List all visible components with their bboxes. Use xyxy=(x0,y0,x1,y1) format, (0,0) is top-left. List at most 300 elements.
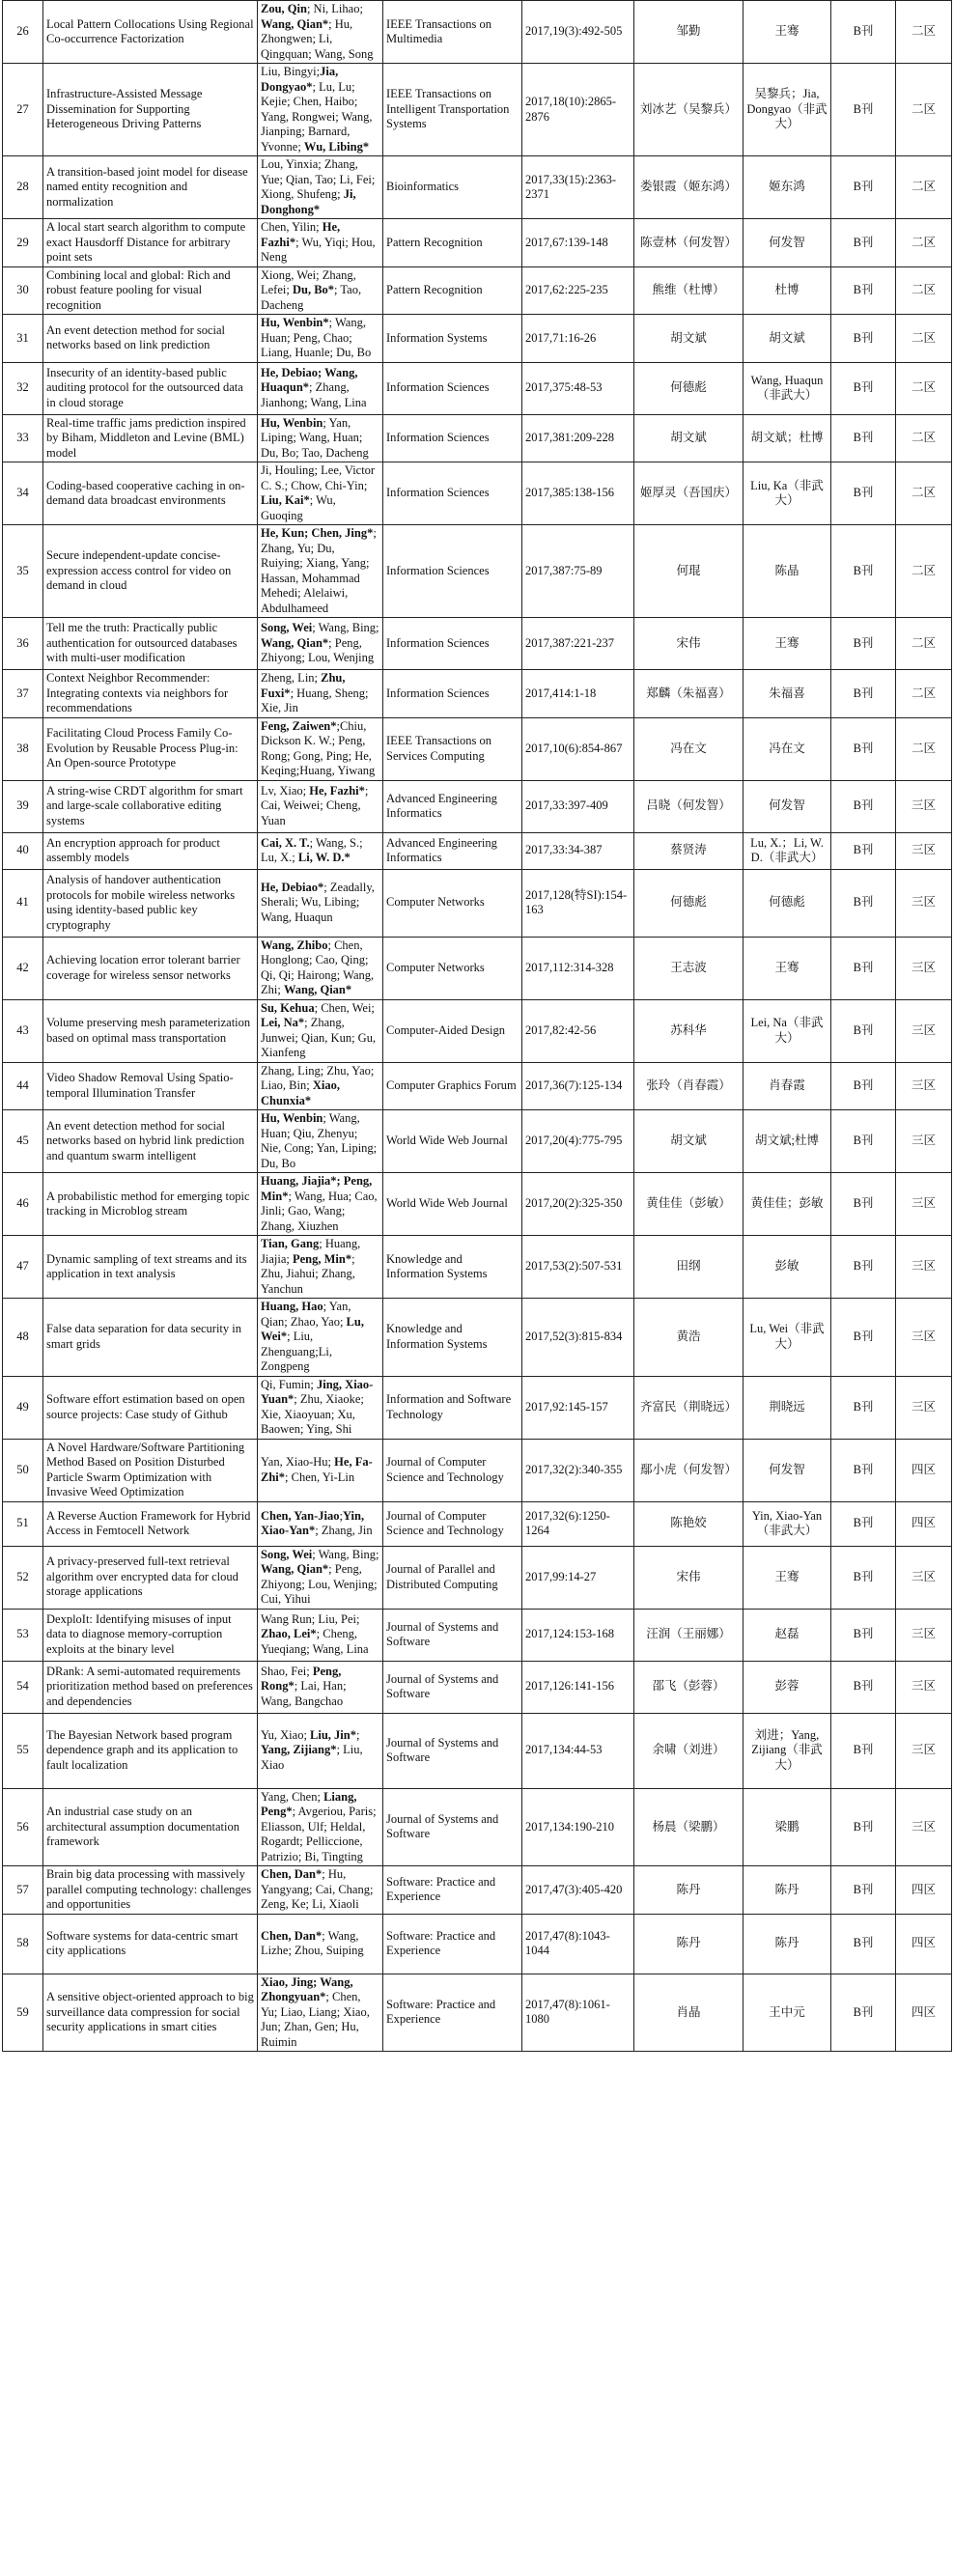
table-row xyxy=(3,780,952,832)
author-name-bold: Liu, Kai* xyxy=(261,493,310,507)
author-list xyxy=(258,999,383,1062)
paper-title: A probabilistic method for emerging topic tracking in Microblog stream xyxy=(43,1173,258,1236)
journal-category: B刊 xyxy=(831,315,896,363)
author-list xyxy=(258,1866,383,1915)
row-number: 33 xyxy=(3,414,43,462)
journal-name: Journal of Computer Science and Technology xyxy=(383,1439,522,1501)
author-name: ; Zhang, Jin xyxy=(315,1524,373,1537)
jcr-zone: 三区 xyxy=(896,869,952,937)
author-list xyxy=(258,670,383,718)
author-name-bold: He, Fazhi* xyxy=(309,783,365,798)
jcr-zone: 二区 xyxy=(896,266,952,315)
paper-title: Combining local and global: Rich and robust feature pooling for visual recognition xyxy=(43,266,258,315)
journal-name: Journal of Systems and Software xyxy=(383,1788,522,1866)
paper-title: The Bayesian Network based program dependence graph and its application to fault localization xyxy=(43,1713,258,1788)
first-author: 邵飞（彭蓉） xyxy=(634,1661,744,1713)
corresponding-author: 何发智 xyxy=(744,1439,831,1501)
first-author: 郑麟（朱福喜） xyxy=(634,670,744,718)
table-row xyxy=(3,315,952,363)
journal-name: Advanced Engineering Informatics xyxy=(383,832,522,869)
paper-title: DRank: A semi-automated requirements prioritization method based on preferences and dependencies xyxy=(43,1661,258,1713)
journal-name: Knowledge and Information Systems xyxy=(383,1236,522,1299)
author-name-bold: Li, W. D.* xyxy=(297,851,351,864)
author-name-bold: Zhao, Lei* xyxy=(261,1627,317,1641)
volume-pages: 2017,20(2):325-350 xyxy=(522,1173,634,1236)
volume-pages: 2017,414:1-18 xyxy=(522,670,634,718)
row-number: 39 xyxy=(3,780,43,832)
volume-pages: 2017,19(3):492-505 xyxy=(522,1,634,64)
paper-title: Achieving location error tolerant barrier coverage for wireless sensor networks xyxy=(43,937,258,999)
author-name: Yan, Xiao-Hu; xyxy=(261,1455,335,1469)
author-list xyxy=(258,1110,383,1173)
author-list xyxy=(258,266,383,315)
author-name: ; Huang, Sheng; Xie, Jin xyxy=(261,686,369,714)
paper-title: Tell me the truth: Practically public authentication for outsourced databases with multi-user modification xyxy=(43,618,258,670)
author-name: Qi, Fumin; xyxy=(261,1377,317,1391)
author-name: ; Chen, Yi-Lin xyxy=(285,1470,355,1484)
table-row xyxy=(3,1501,952,1546)
jcr-zone: 三区 xyxy=(896,1546,952,1609)
table-row xyxy=(3,219,952,267)
first-author: 宋伟 xyxy=(634,618,744,670)
corresponding-author: 朱福喜 xyxy=(744,670,831,718)
journal-name: IEEE Transactions on Multimedia xyxy=(383,1,522,64)
author-list xyxy=(258,937,383,999)
paper-title: False data separation for data security in smart grids xyxy=(43,1299,258,1377)
row-number: 38 xyxy=(3,717,43,780)
paper-title: DexploIt: Identifying misuses of input data to diagnose memory-corruption exploits at the binary level xyxy=(43,1609,258,1661)
author-list xyxy=(258,64,383,156)
paper-title: An event detection method for social networks based on link prediction xyxy=(43,315,258,363)
first-author: 张玲（肖春霞） xyxy=(634,1062,744,1110)
first-author: 鄢小虎（何发智） xyxy=(634,1439,744,1501)
jcr-zone: 三区 xyxy=(896,1299,952,1377)
author-name-bold: Su, Kehua xyxy=(261,1000,315,1015)
author-name: ; Yan, Liping; Wang, Huan; Du, Bo; Tao, Dacheng xyxy=(261,415,369,460)
author-list xyxy=(258,1376,383,1439)
author-list xyxy=(258,1501,383,1546)
journal-category: B刊 xyxy=(831,266,896,315)
journal-name: Information Sciences xyxy=(383,525,522,618)
volume-pages: 2017,387:75-89 xyxy=(522,525,634,618)
author-name-bold: Du, Bo* xyxy=(292,283,335,296)
row-number: 45 xyxy=(3,1110,43,1173)
row-number: 42 xyxy=(3,937,43,999)
author-name: ; xyxy=(355,1727,360,1742)
row-number: 34 xyxy=(3,462,43,525)
row-number: 44 xyxy=(3,1062,43,1110)
jcr-zone: 三区 xyxy=(896,1713,952,1788)
first-author: 肖晶 xyxy=(634,1974,744,2052)
author-name: ; Cai, Weiwei; Cheng, Yuan xyxy=(261,783,369,827)
volume-pages: 2017,67:139-148 xyxy=(522,219,634,267)
journal-category: B刊 xyxy=(831,1299,896,1377)
volume-pages: 2017,20(4):775-795 xyxy=(522,1110,634,1173)
journal-name: World Wide Web Journal xyxy=(383,1173,522,1236)
volume-pages: 2017,52(3):815-834 xyxy=(522,1299,634,1377)
paper-title: Insecurity of an identity-based public auditing protocol for the outsourced data in cloud storage xyxy=(43,362,258,414)
first-author: 胡文斌 xyxy=(634,1110,744,1173)
first-author: 杨晨（梁鹏） xyxy=(634,1788,744,1866)
first-author: 陈丹 xyxy=(634,1914,744,1974)
volume-pages: 2017,47(8):1043-1044 xyxy=(522,1914,634,1974)
author-list xyxy=(258,1713,383,1788)
journal-name: Information Sciences xyxy=(383,618,522,670)
table-row xyxy=(3,937,952,999)
author-name: ; Zhu, Xiaoke; Xie, Xiaoyuan; Xu, Baowen; Ying, Shi xyxy=(261,1392,364,1436)
corresponding-author: 陈丹 xyxy=(744,1914,831,1974)
row-number: 55 xyxy=(3,1713,43,1788)
corresponding-author: 冯在文 xyxy=(744,717,831,780)
corresponding-author: 陈晶 xyxy=(744,525,831,618)
journal-name: Information and Software Technology xyxy=(383,1376,522,1439)
first-author: 蔡贤涛 xyxy=(634,832,744,869)
table-row xyxy=(3,462,952,525)
author-name: ; Huang, Jiajia; xyxy=(261,1237,361,1266)
volume-pages: 2017,71:16-26 xyxy=(522,315,634,363)
row-number: 49 xyxy=(3,1376,43,1439)
author-name-bold: Chen, Yan-Jiao xyxy=(261,1508,340,1523)
corresponding-author: 何德彪 xyxy=(744,869,831,937)
first-author: 娄银霞（姬东鸿） xyxy=(634,156,744,219)
journal-category: B刊 xyxy=(831,1713,896,1788)
author-list xyxy=(258,780,383,832)
journal-name: Advanced Engineering Informatics xyxy=(383,780,522,832)
first-author: 余啸（刘进） xyxy=(634,1713,744,1788)
table-row xyxy=(3,1713,952,1788)
author-name: ; Avgeriou, Paris; Eliasson, Ulf; Heldal, Rogardt; Pelliccione, Patrizio; Bi, Tingting xyxy=(261,1805,377,1863)
row-number: 26 xyxy=(3,1,43,64)
author-name-bold: Ji, Donghong* xyxy=(261,187,356,216)
author-name-bold: Peng, Rong* xyxy=(261,1664,342,1694)
row-number: 51 xyxy=(3,1501,43,1546)
jcr-zone: 三区 xyxy=(896,1062,952,1110)
table-row xyxy=(3,1299,952,1377)
author-list xyxy=(258,1173,383,1236)
table-row xyxy=(3,525,952,618)
paper-title: Infrastructure-Assisted Message Dissemination for Supporting Heterogeneous Driving Patterns xyxy=(43,64,258,156)
journal-name: Information Sciences xyxy=(383,670,522,718)
journal-category: B刊 xyxy=(831,219,896,267)
row-number: 37 xyxy=(3,670,43,718)
journal-category: B刊 xyxy=(831,462,896,525)
author-name: ; Wang, Huan; Qiu, Zhenyu; Nie, Cong; Yan, Liping; Du, Bo xyxy=(261,1111,378,1170)
row-number: 32 xyxy=(3,362,43,414)
row-number: 52 xyxy=(3,1546,43,1609)
corresponding-author: 王中元 xyxy=(744,1974,831,2052)
author-list xyxy=(258,1,383,64)
author-list xyxy=(258,156,383,219)
author-name: ; Chen, Yu; Liao, Liang; Xiao, Jun; Zhan, Gen; Hu, Ruimin xyxy=(261,1990,370,2049)
author-list xyxy=(258,362,383,414)
volume-pages: 2017,385:138-156 xyxy=(522,462,634,525)
author-name: ; Wang, Hua; Cao, Jinli; Gao, Wang; Zhang, Xiuzhen xyxy=(261,1189,378,1233)
author-name: ; Zhang, Yu; Du, Ruiying; Xiang, Yang; Hassan, Mohammad Mehedi; Alelaiwi, Abdulhameed xyxy=(261,526,377,615)
first-author: 黄浩 xyxy=(634,1299,744,1377)
row-number: 36 xyxy=(3,618,43,670)
author-name-bold: He, Fa-Zhi* xyxy=(261,1455,373,1484)
first-author: 何德彪 xyxy=(634,362,744,414)
corresponding-author: Liu, Ka（非武大） xyxy=(744,462,831,525)
author-name: ; Chen, Wei; xyxy=(314,1000,375,1015)
table-row xyxy=(3,618,952,670)
journal-category: B刊 xyxy=(831,670,896,718)
author-name: ; Lai, Han; Wang, Bangchao xyxy=(261,1679,347,1708)
journal-name: World Wide Web Journal xyxy=(383,1110,522,1173)
jcr-zone: 二区 xyxy=(896,64,952,156)
first-author: 冯在文 xyxy=(634,717,744,780)
table-row xyxy=(3,999,952,1062)
publication-table xyxy=(2,0,952,2052)
author-name: ; Peng, Zhiyong; Lou, Wenjing; Cui, Yihui xyxy=(261,1562,378,1606)
author-name-bold: Lu, Wei* xyxy=(261,1314,364,1343)
jcr-zone: 四区 xyxy=(896,1501,952,1546)
volume-pages: 2017,128(特SI):154-163 xyxy=(522,869,634,937)
author-name-bold: Song, Wei xyxy=(261,1547,313,1561)
corresponding-author: 彭蓉 xyxy=(744,1661,831,1713)
volume-pages: 2017,33(15):2363-2371 xyxy=(522,156,634,219)
table-row xyxy=(3,156,952,219)
journal-name: Pattern Recognition xyxy=(383,219,522,267)
first-author: 熊维（杜博） xyxy=(634,266,744,315)
journal-category: B刊 xyxy=(831,1788,896,1866)
row-number: 57 xyxy=(3,1866,43,1915)
author-name-bold: Wang, Zhibo xyxy=(261,938,328,952)
volume-pages: 2017,134:44-53 xyxy=(522,1713,634,1788)
jcr-zone: 二区 xyxy=(896,525,952,618)
author-list xyxy=(258,1236,383,1299)
corresponding-author: 王骞 xyxy=(744,937,831,999)
author-name: ; Liu, Xiao xyxy=(261,1743,363,1772)
paper-title: Coding-based cooperative caching in on-demand data broadcast environments xyxy=(43,462,258,525)
journal-name: Computer Networks xyxy=(383,869,522,937)
author-name: ; Zhu, Jiahui; Zhang, Yanchun xyxy=(261,1251,355,1296)
volume-pages: 2017,36(7):125-134 xyxy=(522,1062,634,1110)
author-name-bold: He, Debiao* xyxy=(261,880,324,894)
row-number: 30 xyxy=(3,266,43,315)
jcr-zone: 三区 xyxy=(896,832,952,869)
volume-pages: 2017,99:14-27 xyxy=(522,1546,634,1609)
author-name-bold: Xiao, Jing; Wang, Zhongyuan* xyxy=(261,1974,353,2003)
journal-category: B刊 xyxy=(831,832,896,869)
journal-category: B刊 xyxy=(831,999,896,1062)
author-name: ; Wang, S.; Lu, X.; xyxy=(261,835,363,864)
author-name: Yang, Chen; xyxy=(261,1789,324,1804)
first-author: 苏科华 xyxy=(634,999,744,1062)
author-name: Shao, Fei; xyxy=(261,1664,313,1678)
journal-category: B刊 xyxy=(831,1866,896,1915)
author-name: ; Wang, Bing; xyxy=(312,621,379,635)
paper-title: Local Pattern Collocations Using Regional Co-occurrence Factorization xyxy=(43,1,258,64)
row-number: 27 xyxy=(3,64,43,156)
author-list xyxy=(258,1439,383,1501)
publication-table-body xyxy=(3,1,952,2052)
jcr-zone: 三区 xyxy=(896,1788,952,1866)
corresponding-author: 黄佳佳；彭敏 xyxy=(744,1173,831,1236)
author-name-bold: Wu, Libing* xyxy=(303,139,370,154)
jcr-zone: 三区 xyxy=(896,1661,952,1713)
journal-category: B刊 xyxy=(831,1501,896,1546)
paper-title: A privacy-preserved full-text retrieval algorithm over encrypted data for cloud storage applications xyxy=(43,1546,258,1609)
author-list xyxy=(258,219,383,267)
volume-pages: 2017,124:153-168 xyxy=(522,1609,634,1661)
corresponding-author: 王骞 xyxy=(744,1546,831,1609)
corresponding-author: 陈丹 xyxy=(744,1866,831,1915)
row-number: 50 xyxy=(3,1439,43,1501)
first-author: 田纲 xyxy=(634,1236,744,1299)
corresponding-author: Lei, Na（非武大） xyxy=(744,999,831,1062)
jcr-zone: 二区 xyxy=(896,1,952,64)
jcr-zone: 三区 xyxy=(896,937,952,999)
author-list xyxy=(258,462,383,525)
corresponding-author: 王骞 xyxy=(744,1,831,64)
first-author: 黄佳佳（彭敏） xyxy=(634,1173,744,1236)
table-row xyxy=(3,1173,952,1236)
corresponding-author: 何发智 xyxy=(744,219,831,267)
first-author: 宋伟 xyxy=(634,1546,744,1609)
volume-pages: 2017,381:209-228 xyxy=(522,414,634,462)
author-name: Lv, Xiao; xyxy=(261,783,310,798)
author-name-bold: He, Fazhi* xyxy=(261,220,341,249)
author-list xyxy=(258,869,383,937)
paper-title: Context Neighbor Recommender: Integrating contexts via neighbors for recommendations xyxy=(43,670,258,718)
first-author: 何德彪 xyxy=(634,869,744,937)
paper-title: Analysis of handover authentication protocols for mobile wireless networks using identity-based public key cryptography xyxy=(43,869,258,937)
row-number: 54 xyxy=(3,1661,43,1713)
first-author: 胡文斌 xyxy=(634,414,744,462)
author-list xyxy=(258,618,383,670)
journal-category: B刊 xyxy=(831,1376,896,1439)
author-list xyxy=(258,1299,383,1377)
journal-name: Software: Practice and Experience xyxy=(383,1914,522,1974)
table-row xyxy=(3,1376,952,1439)
paper-title: Real-time traffic jams prediction inspired by Biham, Middleton and Levine (BML) model xyxy=(43,414,258,462)
journal-category: B刊 xyxy=(831,869,896,937)
row-number: 46 xyxy=(3,1173,43,1236)
paper-title: Brain big data processing with massively parallel computing technology: challenges and opportunities xyxy=(43,1866,258,1915)
author-name: ; Tao, Dacheng xyxy=(261,283,362,312)
author-name: ; Hu, Zhongwen; Li, Qingquan; Wang, Song xyxy=(261,16,374,61)
journal-name: Bioinformatics xyxy=(383,156,522,219)
row-number: 58 xyxy=(3,1914,43,1974)
row-number: 47 xyxy=(3,1236,43,1299)
journal-name: Journal of Systems and Software xyxy=(383,1661,522,1713)
author-name: Ji, Houling; Lee, Victor C. S.; Chow, Chi-Yin; xyxy=(261,463,376,492)
journal-name: Pattern Recognition xyxy=(383,266,522,315)
volume-pages: 2017,47(8):1061-1080 xyxy=(522,1974,634,2052)
paper-title: A transition-based joint model for disease named entity recognition and normalization xyxy=(43,156,258,219)
journal-category: B刊 xyxy=(831,1914,896,1974)
paper-title: An industrial case study on an architectural assumption documentation framework xyxy=(43,1788,258,1866)
journal-name: Information Sciences xyxy=(383,362,522,414)
author-name-bold: Xiao, Chunxia* xyxy=(261,1078,340,1107)
paper-title: Video Shadow Removal Using Spatio-temporal Illumination Transfer xyxy=(43,1062,258,1110)
jcr-zone: 三区 xyxy=(896,999,952,1062)
paper-title: A Novel Hardware/Software Partitioning Method Based on Position Disturbed Particle Swarm Optimization with Invasive Weed Optimization xyxy=(43,1439,258,1501)
author-name: ; Liu, Zhenguang;Li, Zongpeng xyxy=(261,1330,332,1373)
author-name-bold: Song, Wei xyxy=(261,621,313,635)
corresponding-author: 何发智 xyxy=(744,780,831,832)
author-name: ; Hu, Yangyang; Cai, Chang; Zeng, Ke; Li, Xiaoli xyxy=(261,1867,374,1911)
author-name: Liu, Bingyi; xyxy=(261,65,321,78)
table-row xyxy=(3,1974,952,2052)
author-name-bold: Hu, Wenbin* xyxy=(261,316,329,329)
table-row xyxy=(3,362,952,414)
paper-title: Software systems for data-centric smart city applications xyxy=(43,1914,258,1974)
corresponding-author: 彭敏 xyxy=(744,1236,831,1299)
author-name: ;Chiu, Dickson K. W.; Peng, Rong; Gong, Ping; He, Keqing;Huang, Yiwang xyxy=(261,718,376,777)
author-name-bold: Huang, Jiajia*; Peng, Min* xyxy=(261,1174,373,1203)
jcr-zone: 四区 xyxy=(896,1914,952,1974)
author-list xyxy=(258,1546,383,1609)
volume-pages: 2017,375:48-53 xyxy=(522,362,634,414)
journal-category: B刊 xyxy=(831,717,896,780)
paper-title: A Reverse Auction Framework for Hybrid Access in Femtocell Network xyxy=(43,1501,258,1546)
author-name-bold: Huang, Hao xyxy=(261,1300,323,1313)
paper-title: Secure independent-update concise-expression access control for video on demand in cloud xyxy=(43,525,258,618)
paper-title: Software effort estimation based on open source projects: Case study of Github xyxy=(43,1376,258,1439)
volume-pages: 2017,82:42-56 xyxy=(522,999,634,1062)
journal-name: Software: Practice and Experience xyxy=(383,1974,522,2052)
jcr-zone: 三区 xyxy=(896,1173,952,1236)
jcr-zone: 二区 xyxy=(896,414,952,462)
journal-category: B刊 xyxy=(831,1062,896,1110)
journal-category: B刊 xyxy=(831,1173,896,1236)
paper-title: A sensitive object-oriented approach to big surveillance data compression for social security applications in smart cities xyxy=(43,1974,258,2052)
author-name-bold: Zhu, Fuxi* xyxy=(261,671,346,700)
row-number: 31 xyxy=(3,315,43,363)
corresponding-author: Yin, Xiao-Yan（非武大） xyxy=(744,1501,831,1546)
publication-table-page xyxy=(2,0,951,2576)
row-number: 53 xyxy=(3,1609,43,1661)
journal-name: Computer Networks xyxy=(383,937,522,999)
author-name: ; Zhang, Jianhong; Wang, Lina xyxy=(261,380,367,409)
corresponding-author: 荆晓远 xyxy=(744,1376,831,1439)
journal-name: Computer Graphics Forum xyxy=(383,1062,522,1110)
author-list xyxy=(258,414,383,462)
jcr-zone: 二区 xyxy=(896,362,952,414)
volume-pages: 2017,10(6):854-867 xyxy=(522,717,634,780)
paper-title: Facilitating Cloud Process Family Co-Evolution by Reusable Process Plug-in: An Open-source Prototype xyxy=(43,717,258,780)
author-name: ; Peng, Zhiyong; Lou, Wenjing xyxy=(261,635,375,665)
row-number: 40 xyxy=(3,832,43,869)
jcr-zone: 二区 xyxy=(896,315,952,363)
author-list xyxy=(258,1914,383,1974)
journal-category: B刊 xyxy=(831,1439,896,1501)
journal-category: B刊 xyxy=(831,618,896,670)
table-row xyxy=(3,64,952,156)
corresponding-author: 梁鹏 xyxy=(744,1788,831,1866)
jcr-zone: 三区 xyxy=(896,1236,952,1299)
author-list xyxy=(258,315,383,363)
paper-title: A string-wise CRDT algorithm for smart and large-scale collaborative editing systems xyxy=(43,780,258,832)
author-name-bold: Feng, Zaiwen* xyxy=(261,718,337,733)
row-number: 29 xyxy=(3,219,43,267)
author-name: ; Wu, Yiqi; Hou, Neng xyxy=(261,235,376,264)
table-row xyxy=(3,1661,952,1713)
first-author: 王志波 xyxy=(634,937,744,999)
author-list xyxy=(258,717,383,780)
author-name-bold: Wang, Qian* xyxy=(283,983,352,996)
author-name-bold: Wang, Qian* xyxy=(261,1562,329,1576)
table-row xyxy=(3,266,952,315)
author-name-bold: Tian, Gang xyxy=(261,1237,320,1250)
author-name: Chen, Yilin; xyxy=(261,220,323,234)
author-name-bold: Yin, Xiao-Yan* xyxy=(261,1508,365,1537)
volume-pages: 2017,126:141-156 xyxy=(522,1661,634,1713)
first-author: 刘冰艺（吴黎兵） xyxy=(634,64,744,156)
journal-category: B刊 xyxy=(831,1236,896,1299)
